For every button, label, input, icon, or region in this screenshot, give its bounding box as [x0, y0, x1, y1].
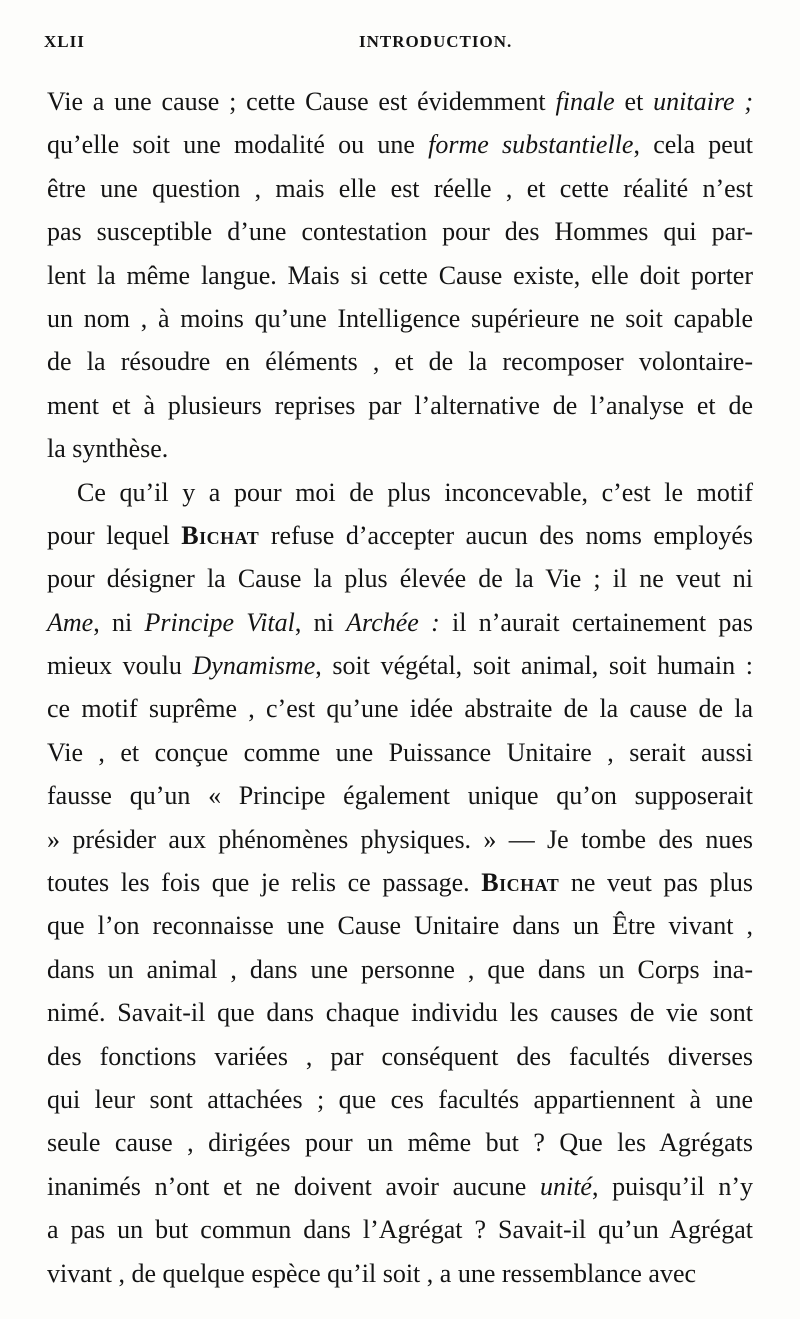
text-line: pas susceptible d’une contestation pour des Hommes qui par-	[47, 217, 753, 247]
italic-text: Principe Vital	[144, 607, 295, 637]
small-caps-name: Bichat	[181, 520, 260, 550]
text-line: inanimés n’ont et ne doivent avoir aucune unité, puisqu’il n’y	[47, 1171, 753, 1201]
italic-text: Ame	[47, 607, 94, 637]
text-line: Ce qu’il y a pour moi de plus inconcevable, c’est le motif	[77, 477, 753, 507]
text-line: pour désigner la Cause la plus élevée de la Vie ; il ne veut ni	[47, 564, 753, 594]
text-line: Ame, ni Principe Vital, ni Archée : il n’aurait certainement pas	[47, 607, 753, 637]
text-line: mieux voulu Dynamisme, soit végétal, soit animal, soit humain :	[47, 651, 753, 681]
italic-text: finale	[555, 87, 615, 116]
text-line: nimé. Savait-il que dans chaque individu les causes de vie sont	[47, 998, 753, 1028]
italic-text: Dynamisme	[192, 651, 316, 681]
text-line: Vie a une cause ; cette Cause est évidemment finale et unitaire ;	[47, 87, 754, 116]
text-line: a pas un but commun dans l’Agrégat ? Savait-il qu’un Agrégat	[47, 1215, 753, 1245]
page-header	[44, 32, 760, 58]
text-line: seule cause , dirigées pour un même but ? Que les Agrégats	[47, 1128, 753, 1158]
text-line: de la résoudre en éléments , et de la recomposer volontaire-	[47, 347, 753, 377]
page-number: XLII	[44, 32, 85, 51]
text-line: des fonctions variées , par conséquent des facultés diverses	[47, 1041, 753, 1071]
text-line: pour lequel Bichat refuse d’accepter aucun des noms employés	[47, 520, 753, 550]
small-caps-name: Bichat	[481, 868, 560, 898]
italic-text: forme substantielle	[428, 130, 634, 160]
italic-text: unitaire ;	[653, 87, 754, 116]
text-line: que l’on reconnaisse une Cause Unitaire dans un Être vivant ,	[47, 911, 753, 941]
text-line: » présider aux phénomènes physiques. » — Je tombe des nues	[47, 824, 753, 854]
text-line: un nom , à moins qu’une Intelligence supérieure ne soit capable	[47, 303, 753, 333]
text-line: ment et à plusieurs reprises par l’alternative de l’analyse et de	[47, 390, 753, 420]
text-line: dans un animal , dans une personne , que dans un Corps ina-	[47, 954, 753, 984]
text-line: vivant , de quelque espèce qu’il soit , a une ressemblance avec	[47, 1258, 697, 1288]
text-line: qui leur sont attachées ; que ces facultés appartiennent à une	[47, 1084, 753, 1114]
italic-text: Archée :	[346, 607, 440, 637]
text-line: Vie , et conçue comme une Puissance Unitaire , serait aussi	[47, 737, 753, 767]
text-line: lent la même langue. Mais si cette Cause existe, elle doit porter	[47, 260, 753, 290]
text-line: toutes les fois que je relis ce passage. Bichat ne veut pas plus	[47, 868, 753, 898]
text-line: ce motif suprême , c’est qu’une idée abstraite de la cause de la	[47, 694, 753, 724]
italic-text: unité	[539, 1171, 592, 1201]
text-line: être une question , mais elle est réelle , et cette réalité n’est	[47, 173, 753, 203]
running-title: INTRODUCTION.	[359, 32, 513, 51]
body-text	[47, 80, 753, 1295]
text-line: la synthèse.	[47, 434, 169, 464]
text-line: fausse qu’un « Principe également unique qu’on supposerait	[47, 781, 753, 811]
text-line: qu’elle soit une modalité ou une forme substantielle, cela peut	[47, 130, 754, 160]
